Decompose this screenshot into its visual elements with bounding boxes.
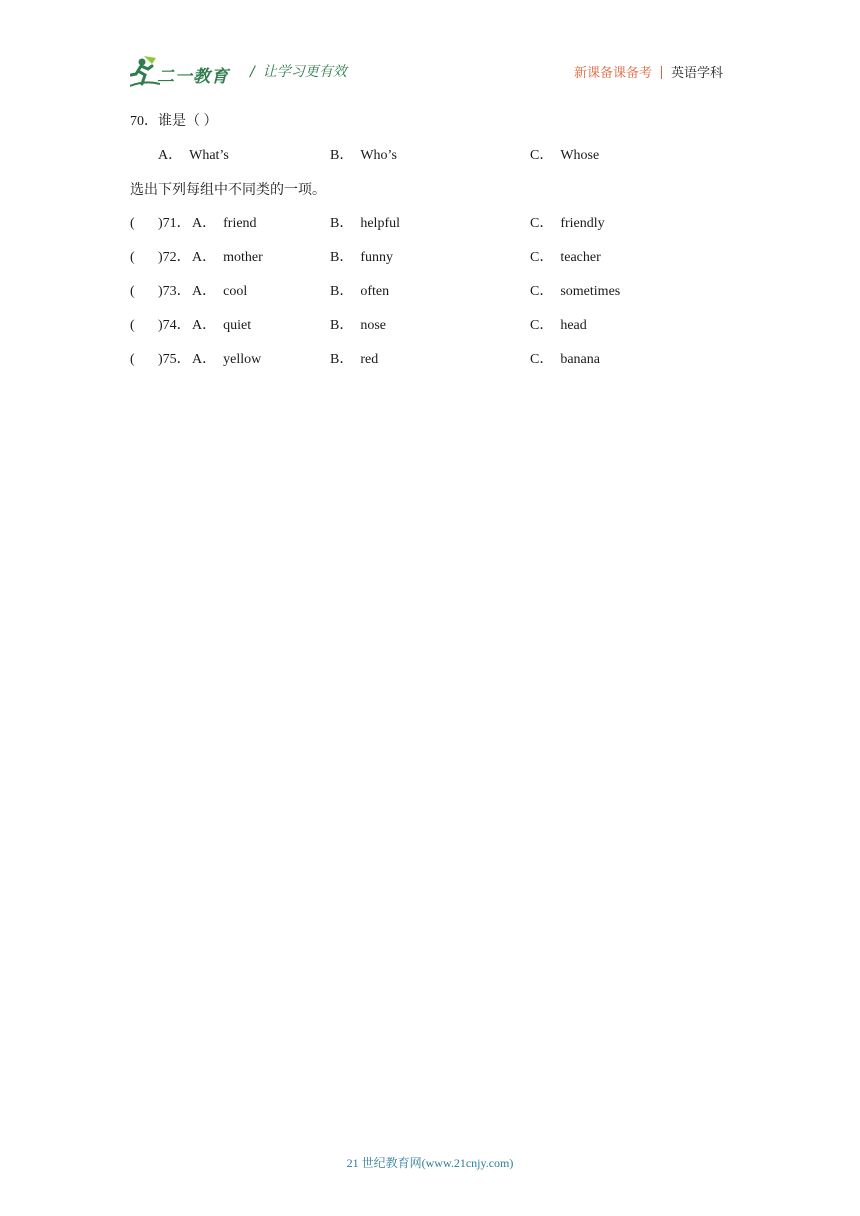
logo-text: 二一教育 (157, 67, 229, 87)
question-number: )71． (158, 216, 191, 231)
header-subject (574, 62, 723, 81)
slogan (250, 61, 347, 81)
option-c: C． friendly (530, 216, 605, 231)
section-instruction: 选出下列每组中不同类的一项。 (130, 182, 326, 198)
option-b: B． nose (330, 318, 387, 333)
header-divider (661, 66, 662, 79)
question-number: )72． (158, 250, 191, 265)
header-course-label: 新课备课备考 (573, 66, 652, 81)
option-b: B． Who’s (330, 148, 397, 163)
option-c: C． head (530, 318, 587, 333)
question-number: )73． (158, 284, 191, 299)
question-row (130, 214, 730, 234)
option-a: A． friend (192, 216, 257, 231)
option-b: B． often (330, 284, 390, 299)
answer-blank: ( (130, 352, 135, 367)
answer-blank: ( (130, 284, 135, 299)
question-row (130, 248, 730, 268)
logo (130, 54, 240, 90)
page-footer: 21 世纪教育网(www.21cnjy.com) (346, 1156, 514, 1170)
header-subject-label: 英语学科 (670, 66, 723, 81)
option-c: C． sometimes (530, 284, 621, 299)
page-header (0, 0, 860, 100)
question-number: )74． (158, 318, 191, 333)
option-b: B． red (330, 352, 379, 367)
option-c: C． banana (530, 352, 600, 367)
option-c: C． teacher (530, 250, 601, 265)
question-row (130, 316, 730, 336)
slogan-text: 让学习更有效 (262, 64, 347, 80)
runner-logo-icon (130, 54, 160, 88)
option-a: A． quiet (192, 318, 252, 333)
option-a: A． What’s (158, 148, 229, 163)
answer-blank: ( (130, 250, 135, 265)
answer-blank: ( (130, 216, 135, 231)
option-b: B． funny (330, 250, 394, 265)
option-a: A． cool (192, 284, 248, 299)
option-c: C． Whose (530, 148, 600, 163)
option-b: B． helpful (330, 216, 400, 231)
answer-blank: ( (130, 318, 135, 333)
question-70-title: 70．谁是（ ） (130, 114, 218, 129)
question-number: )75． (158, 352, 191, 367)
question-70-options (130, 146, 730, 166)
option-a: A． mother (192, 250, 263, 265)
option-a: A． yellow (192, 352, 262, 367)
question-row (130, 350, 730, 370)
slogan-slash: / (250, 64, 255, 80)
question-row (130, 282, 730, 302)
